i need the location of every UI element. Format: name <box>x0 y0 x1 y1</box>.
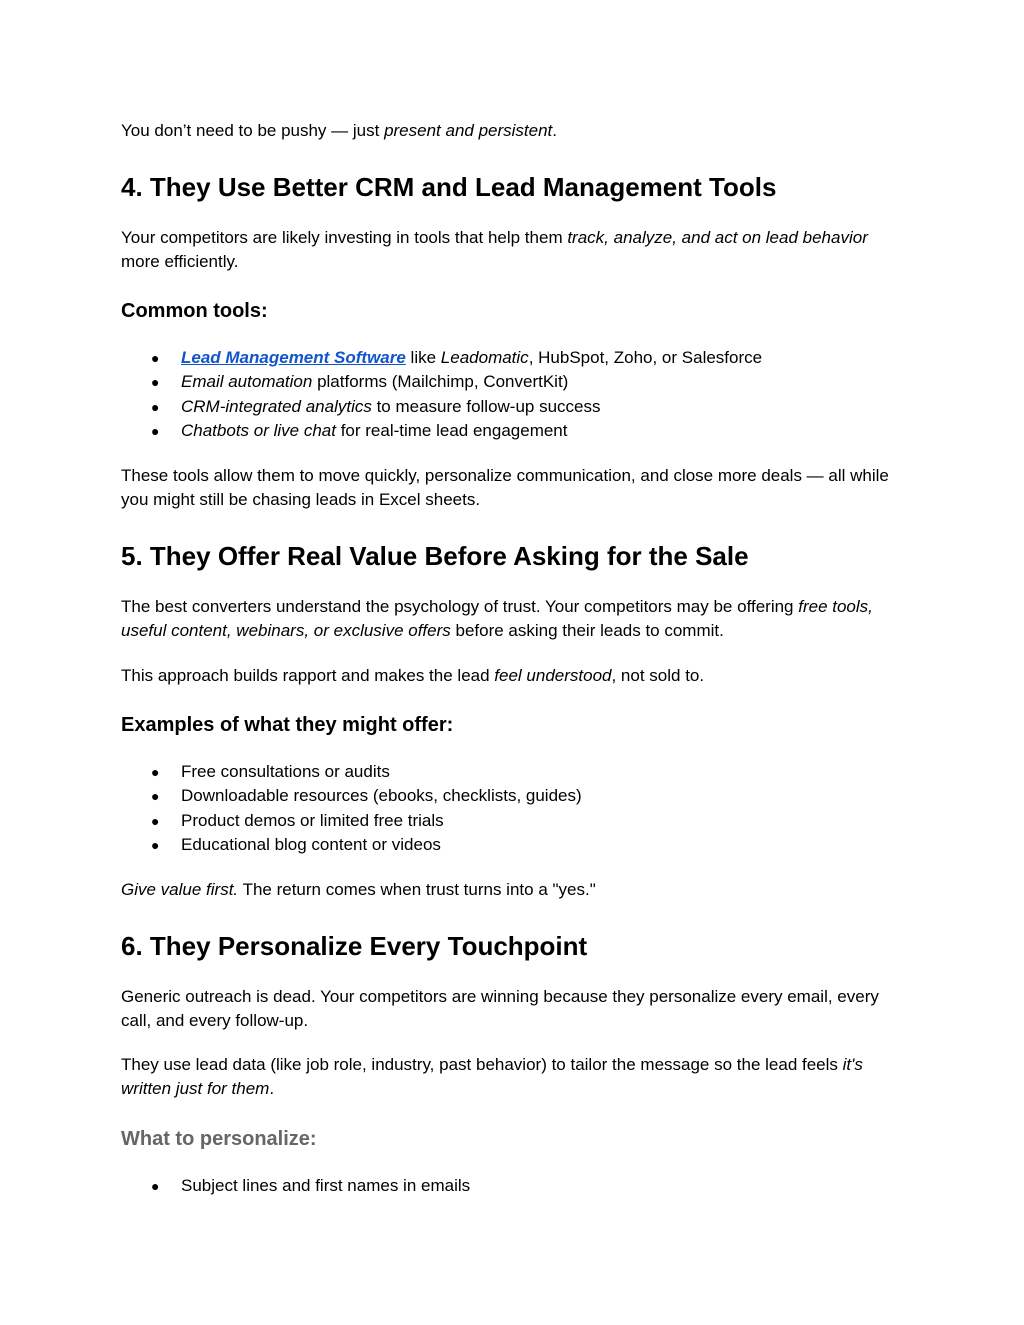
s6-p2-text-end: . <box>269 1079 275 1098</box>
section-6-paragraph-2 <box>121 1053 911 1101</box>
list-item-emphasis: Chatbots or live chat <box>181 420 336 440</box>
intro-paragraph <box>121 119 911 143</box>
section-5-paragraph-3 <box>121 878 911 902</box>
bullet-icon: ● <box>151 1178 160 1194</box>
s5-p1-emphasis: free tools, useful content, webinars, or exclusive offers <box>121 597 873 640</box>
list-item <box>121 784 582 808</box>
section-6-heading: 6. They Personalize Every Touchpoint <box>121 931 588 961</box>
bullet-icon: ● <box>151 374 160 391</box>
list-item-text: Product demos or limited free trials <box>181 810 444 830</box>
bullet-icon: ● <box>151 788 160 805</box>
list-item <box>121 833 582 857</box>
list-item <box>121 809 582 833</box>
list-item-text: like <box>405 348 441 367</box>
list-item <box>121 760 582 784</box>
s5-p3-emphasis: Give value first. <box>121 880 239 899</box>
section-4-paragraph-1 <box>121 226 911 274</box>
intro-text: You don’t need to be pushy — just <box>121 121 385 140</box>
s6-p2-emphasis: it's written just for them <box>121 1055 863 1098</box>
list-item-emphasis: CRM-integrated analytics <box>181 396 372 416</box>
s5-p3-text: The return comes when trust turns into a "yes." <box>238 880 596 899</box>
section-4-heading: 4. They Use Better CRM and Lead Management Tools <box>121 172 777 202</box>
section-6-personalize-list <box>121 1174 470 1198</box>
list-item <box>121 1174 470 1198</box>
s5-p1-text: The best converters understand the psychology of trust. Your competitors may be offering <box>121 597 799 616</box>
s5-p2-text: This approach builds rapport and makes the lead <box>121 666 495 685</box>
section-5-heading: 5. They Offer Real Value Before Asking for the Sale <box>121 541 749 571</box>
s4-p1-text: Your competitors are likely investing in tools that help them <box>121 228 568 247</box>
s4-p1-emphasis: track, analyze, and act on lead behavior <box>567 228 868 247</box>
section-6-paragraph-1: Generic outreach is dead. Your competitors are winning because they personalize every email, every call, and every follow-up. <box>121 987 879 1030</box>
s5-p2-emphasis: feel understood <box>494 666 612 685</box>
section-5-subheading: Examples of what they might offer: <box>121 714 454 736</box>
list-item-text: Educational blog content or videos <box>181 834 441 854</box>
section-4-paragraph-2: These tools allow them to move quickly, personalize communication, and close more deals — all while you might still be chasing leads in Excel sheets. <box>121 466 889 509</box>
section-5-offers-list <box>121 760 582 857</box>
intro-text-end: . <box>552 121 558 140</box>
list-item-text: , HubSpot, Zoho, or Salesforce <box>528 348 763 367</box>
intro-emphasis: present and persistent <box>384 121 553 140</box>
bullet-icon: ● <box>151 398 160 415</box>
section-5-paragraph-1 <box>121 595 911 643</box>
s6-p2-text: They use lead data (like job role, industry, past behavior) to tailor the message so the lead feels <box>121 1055 843 1074</box>
list-item <box>121 346 762 370</box>
section-6-subheading: What to personalize: <box>121 1128 317 1150</box>
section-4-tools-list <box>121 346 762 443</box>
list-item-emphasis: Leadomatic <box>440 348 529 367</box>
list-item-text: Free consultations or audits <box>181 762 390 781</box>
bullet-icon: ● <box>151 812 160 829</box>
list-item-text: to measure follow-up success <box>371 396 601 416</box>
bullet-icon: ● <box>151 836 160 853</box>
list-item-text: platforms (Mailchimp, ConvertKit) <box>312 372 569 392</box>
bullet-icon: ● <box>151 764 160 780</box>
bullet-icon: ● <box>151 422 160 439</box>
list-item <box>121 370 762 394</box>
section-4-subheading: Common tools: <box>121 300 268 322</box>
list-item-text: Subject lines and first names in emails <box>181 1176 471 1195</box>
list-item <box>121 395 762 419</box>
list-item-text: Downloadable resources (ebooks, checklists, guides) <box>181 786 582 806</box>
list-item-text: for real-time lead engagement <box>335 420 568 440</box>
lead-management-software-link[interactable]: Lead Management Software <box>181 348 406 367</box>
s5-p2-text-end: , not sold to. <box>611 666 705 685</box>
list-item <box>121 419 762 443</box>
list-item-emphasis: Email automation <box>181 372 313 392</box>
section-5-paragraph-2 <box>121 664 911 688</box>
s5-p1-text-end: before asking their leads to commit. <box>450 621 724 640</box>
bullet-icon: ● <box>151 350 160 366</box>
s4-p1-text-end: more efficiently. <box>121 252 239 271</box>
